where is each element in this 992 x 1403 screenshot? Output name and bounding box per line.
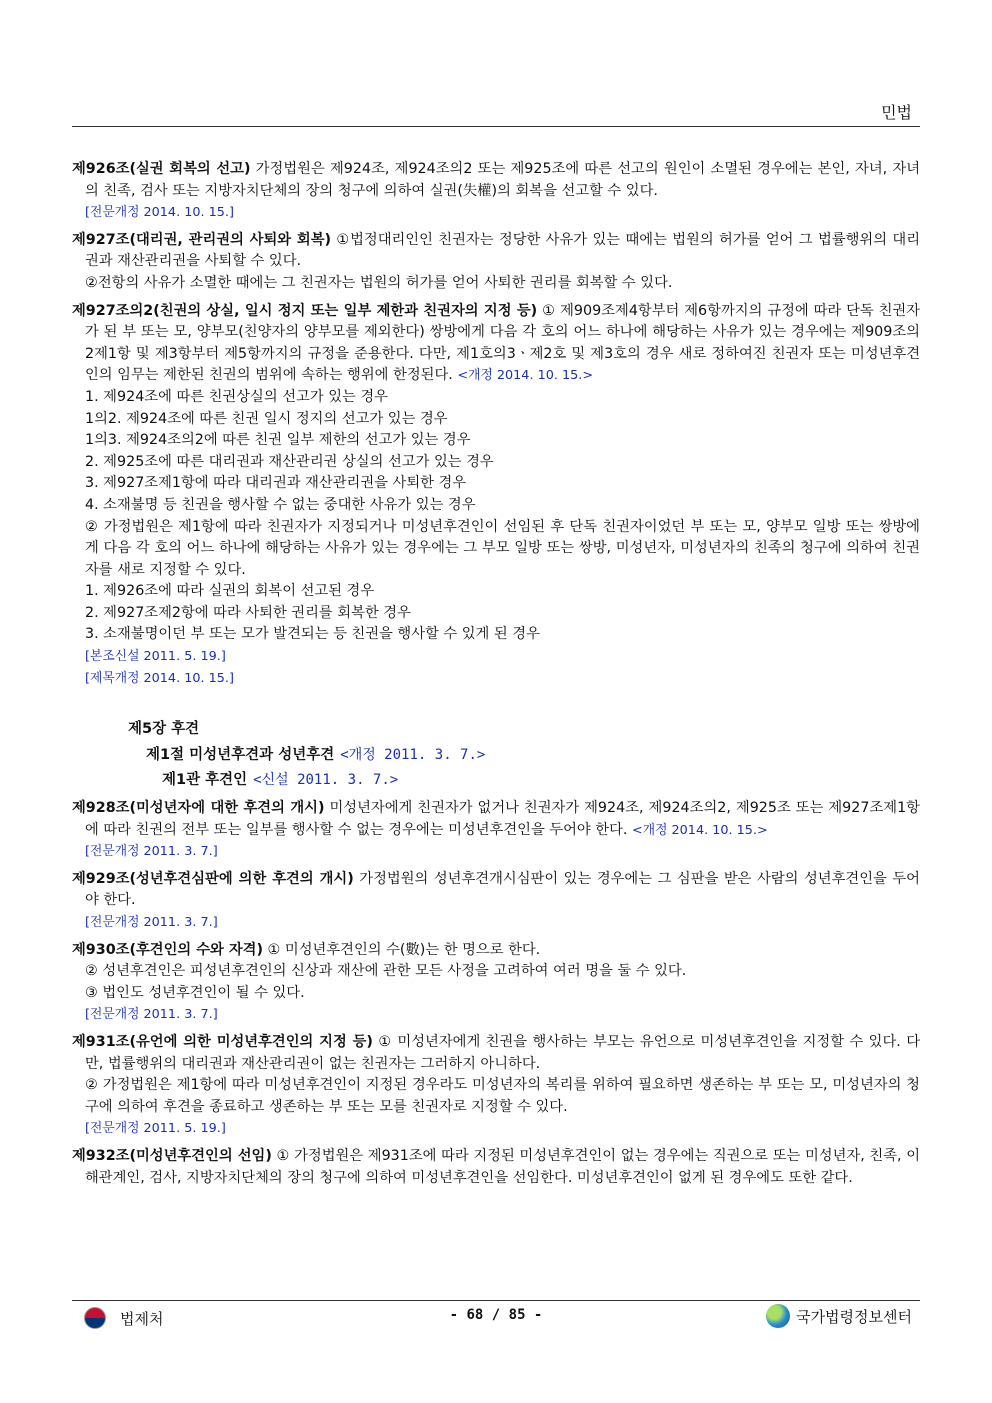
article-929 [72, 869, 920, 934]
list-item: 4. 소재불명 등 친권을 행사할 수 없는 중대한 사유가 있는 경우 [85, 496, 476, 513]
article-text: ①법정대리인인 친권자는 정당한 사유가 있는 때에는 법원의 허가를 얻어 그 법률행위의 대리권과 재산관리권을 사퇴할 수 있다. [85, 231, 921, 270]
article-paragraph: ② 가정법원은 제1항에 따라 미성년후견인이 지정된 경우라도 미성년자의 복리를 위하여 필요하면 생존하는 부 또는 모, 미성년자의 청구에 의하여 후견을 종료하고 생존하는 부 또는 모를 친권자로 지정할 수 있다. [85, 1077, 920, 1115]
article-paragraph: ②전항의 사유가 소멸한 때에는 그 친권자는 법원의 허가를 얻어 사퇴한 권리를 회복할 수 있다. [85, 274, 673, 291]
section-heading [146, 745, 920, 767]
article-931 [72, 1032, 920, 1140]
article-text: ① 미성년후견인의 수(數)는 한 명으로 한다. [262, 941, 541, 958]
article-926 [72, 159, 920, 224]
subsection-title: 제1관 후견인 [162, 772, 248, 789]
article-text: 미성년자에게 친권자가 없거나 친권자가 제924조, 제924조의2, 제925조 또는 제927조제1항에 따라 친권의 전부 또는 일부를 행사할 수 없는 경우에는 미성년후견인을 두어야 한다. [85, 800, 920, 838]
list-item: 3. 제927조제1항에 따라 대리권과 재산관리권을 사퇴한 경우 [85, 475, 467, 492]
article-930 [72, 940, 920, 1026]
header-title: 민법 [881, 103, 912, 122]
amendment-note: <개정 2014. 10. 15.> [632, 822, 768, 838]
article-title: 제927조(대리권, 관리권의 사퇴와 회복) [72, 231, 332, 248]
article-title: 제928조(미성년자에 대한 후견의 개시) [72, 800, 325, 817]
list-item: 1. 제924조에 따른 친권상실의 선고가 있는 경우 [85, 388, 388, 405]
article-text: ① 미성년자에게 친권을 행사하는 부모는 유언으로 미성년후견인을 지정할 수 있다. 다만, 법률행위의 대리권과 재산관리권이 없는 친권자는 그러하지 아니하다. [85, 1033, 921, 1072]
article-title: 제927조의2(친권의 상실, 일시 정지 또는 일부 제한과 친권자의 지정 등) [72, 302, 538, 319]
section-note: <개정 2011. 3. 7.> [340, 746, 486, 763]
chapter-heading: 제5장 후견 [128, 721, 200, 738]
amendment-note: [전문개정 2011. 5. 19.] [85, 1121, 226, 1137]
amendment-note: [본조신설 2011. 5. 19.] [85, 649, 226, 665]
article-text: ① 가정법원은 제931조에 따라 지정된 미성년후견인이 없는 경우에는 직권으로 또는 미성년자, 친족, 이해관계인, 검사, 지방자치단체의 장의 청구에 의하여 미성년후견인을 선임한다. 미성년후견인이 없게 된 경우에도 또한 같다. [85, 1147, 921, 1186]
article-paragraph: ② 가정법원은 제1항에 따라 친권자가 지정되거나 미성년후견인이 선임된 후 단독 친권자이었던 부 또는 모, 양부모 일방 또는 쌍방에게 다음 각 호의 어느 하나에 해당하는 사유가 있는 경우에는 그 부모 일방 또는 쌍방, 미성년자, 미성년자의 친족의 청구에 의하여 친권자를 새로 지정할 수 있다. [85, 518, 920, 578]
section-title: 제1절 미성년후견과 성년후견 [146, 746, 335, 763]
article-927-2 [72, 301, 920, 690]
amendment-note: [전문개정 2011. 3. 7.] [85, 915, 218, 930]
article-932 [72, 1146, 920, 1189]
subsection-note: <신설 2011. 3. 7.> [253, 772, 399, 789]
article-title: 제932조(미성년후견인의 선임) [72, 1147, 272, 1164]
article-928 [72, 798, 920, 863]
footer-right [766, 1304, 912, 1328]
article-title: 제926조(실권 회복의 선고) [72, 161, 251, 177]
article-927 [72, 230, 920, 295]
document-body [72, 159, 920, 1195]
globe-logo-icon [766, 1304, 790, 1328]
list-item: 3. 소재불명이던 부 또는 모가 발견되는 등 친권을 행사할 수 있게 된 경우 [85, 626, 540, 643]
amendment-note: [전문개정 2014. 10. 15.] [85, 205, 234, 221]
amendment-note: [전문개정 2011. 3. 7.] [85, 1007, 218, 1023]
header-divider [72, 126, 920, 127]
list-item: 2. 제927조제2항에 따라 사퇴한 권리를 회복한 경우 [85, 604, 411, 621]
list-item: 1. 제926조에 따라 실권의 회복이 선고된 경우 [85, 583, 375, 600]
list-item: 1의2. 제924조에 따른 친권 일시 정지의 선고가 있는 경우 [85, 410, 448, 427]
article-text: ① 제909조제4항부터 제6항까지의 규정에 따라 단독 친권자가 된 부 또는 모, 양부모(친양자의 양부모를 제외한다) 쌍방에게 다음 각 호의 어느 하나에 해당하는 사유가 있는 경우에는 제909조의2제1항 및 제3항부터 제5항까지의 규정을 준용한다. 다만, 제1호의3ㆍ제2호 및 제3호의 경우 새로 정하여진 친권자 또는 미성년후견인의 임무는 제한된 친권의 범위에 속하는 행위에 한정된다. [85, 302, 921, 384]
amendment-note: [전문개정 2011. 3. 7.] [85, 844, 218, 860]
amendment-note: <개정 2014. 10. 15.> [457, 368, 594, 384]
article-text: 가정법원은 제924조, 제924조의2 또는 제925조에 따른 선고의 원인이 소멸된 경우에는 본인, 자녀, 자녀의 친족, 검사 또는 지방자치단체의 장의 청구에 의하여 실권(失權)의 회복을 선고할 수 있다. [85, 161, 920, 199]
article-paragraph: ③ 법인도 성년후견인이 될 수 있다. [85, 984, 305, 1001]
article-title: 제929조(성년후견심판에 의한 후견의 개시) [72, 870, 354, 887]
article-title: 제931조(유언에 의한 미성년후견인의 지정 등) [72, 1033, 373, 1050]
footer-agency: 법제처 [120, 1309, 164, 1328]
footer-divider [72, 1300, 920, 1301]
article-paragraph: ② 성년후견인은 피성년후견인의 신상과 재산에 관한 모든 사정을 고려하여 여러 명을 둘 수 있다. [85, 963, 687, 980]
footer-center-name: 국가법령정보센터 [796, 1307, 912, 1326]
list-item: 1의3. 제924조의2에 따른 친권 일부 제한의 선고가 있는 경우 [85, 432, 471, 449]
article-text: 가정법원의 성년후견개시심판이 있는 경우에는 그 심판을 받은 사람의 성년후견인을 두어야 한다. [85, 870, 920, 909]
list-item: 2. 제925조에 따른 대리권과 재산관리권 상실의 선고가 있는 경우 [85, 453, 494, 470]
subsection-heading [162, 770, 920, 792]
article-title: 제930조(후견인의 수와 자격) [72, 941, 263, 958]
page-number: - 68 / 85 - [449, 1307, 543, 1323]
amendment-note: [제목개정 2014. 10. 15.] [85, 670, 234, 686]
